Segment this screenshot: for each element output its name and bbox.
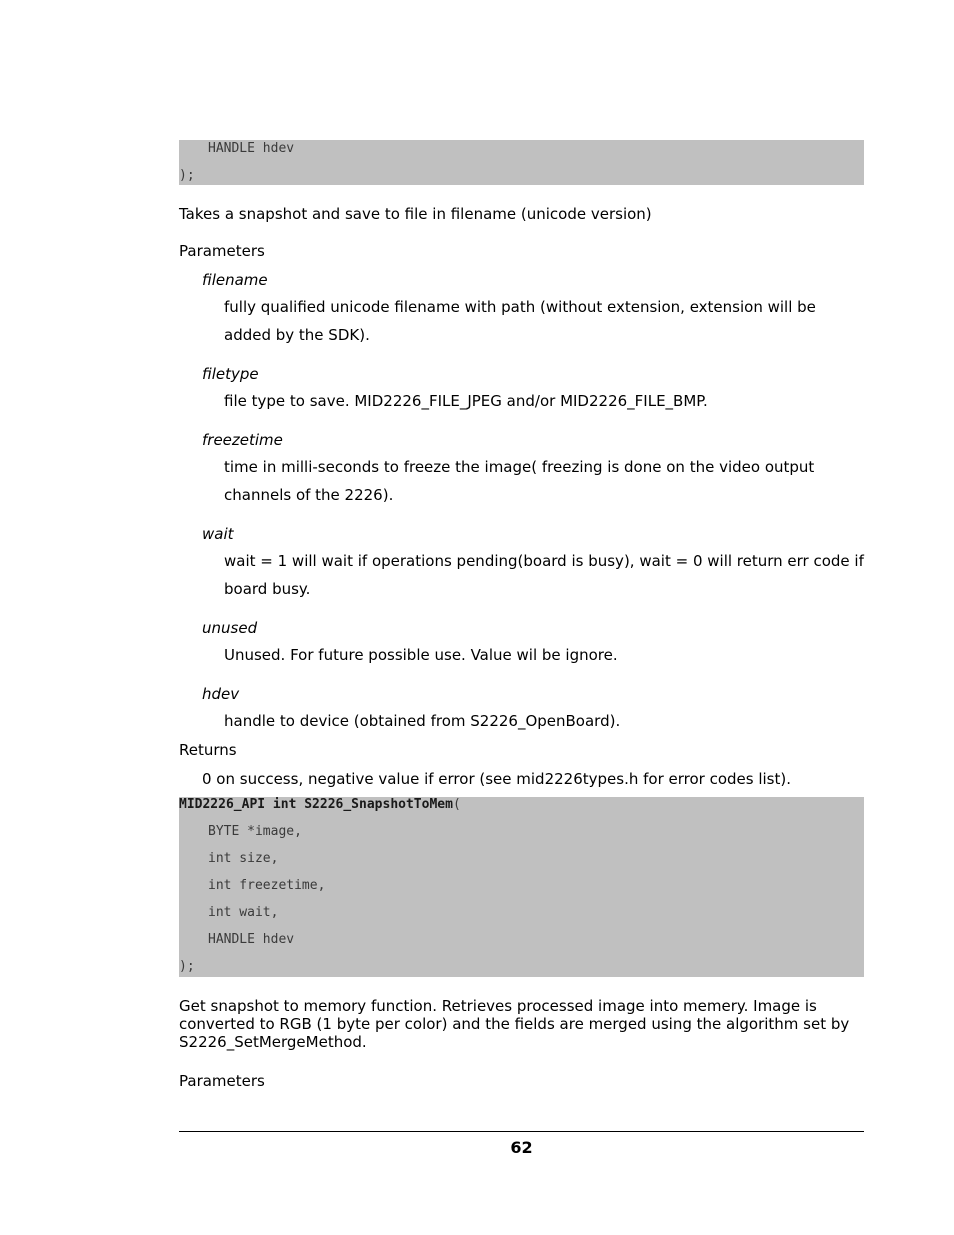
parameters-heading: Parameters (179, 242, 265, 260)
param-description: fully qualified unicode filename with path (without extension, extension will be added by the SDK). (224, 298, 816, 344)
param-description: wait = 1 will wait if operations pending(board is busy), wait = 0 will return err code if board busy. (224, 552, 864, 598)
code-arg-line: BYTE *image, (208, 824, 302, 839)
footer-rule (179, 1131, 864, 1132)
param-name: unused (202, 619, 258, 637)
param-name: hdev (202, 685, 240, 703)
code-line: ); (179, 168, 195, 183)
code-arg-line: int freezetime, (208, 878, 326, 893)
returns-heading: Returns (179, 741, 237, 759)
function-signature: MID2226_API int S2226_SnapshotToMem (179, 797, 453, 812)
code-arg-line: int wait, (208, 905, 279, 920)
code-block-signature (179, 797, 864, 977)
param-name: wait (202, 525, 234, 543)
code-close-line: ); (179, 959, 195, 974)
parameters-heading: Parameters (179, 1072, 265, 1090)
param-name: filetype (202, 365, 259, 383)
code-arg-line: HANDLE hdev (208, 932, 295, 947)
param-description: Unused. For future possible use. Value wil be ignore. (224, 646, 618, 664)
returns-description: 0 on success, negative value if error (see mid2226types.h for error codes list). (202, 770, 791, 788)
function-description: Takes a snapshot and save to file in filename (unicode version) (179, 205, 652, 223)
function-description: Get snapshot to memory function. Retrieves processed image into memery. Image is converted to RGB (1 byte per color) and the fields are merged using the algorithm set by S2226_SetMergeMethod. (179, 997, 850, 1051)
param-name: filename (202, 271, 268, 289)
code-signature-line (179, 791, 461, 818)
code-line: HANDLE hdev (208, 141, 295, 156)
code-arg-line: int size, (208, 851, 279, 866)
page-number: 62 (510, 1138, 533, 1157)
code-block-tail (179, 140, 864, 185)
open-paren: ( (452, 797, 461, 812)
param-description: handle to device (obtained from S2226_OpenBoard). (224, 712, 621, 730)
param-name: freezetime (202, 431, 283, 449)
param-description: file type to save. MID2226_FILE_JPEG and/or MID2226_FILE_BMP. (224, 392, 708, 410)
param-description: time in milli-seconds to freeze the image( freezing is done on the video output channels of the 2226). (224, 458, 815, 504)
